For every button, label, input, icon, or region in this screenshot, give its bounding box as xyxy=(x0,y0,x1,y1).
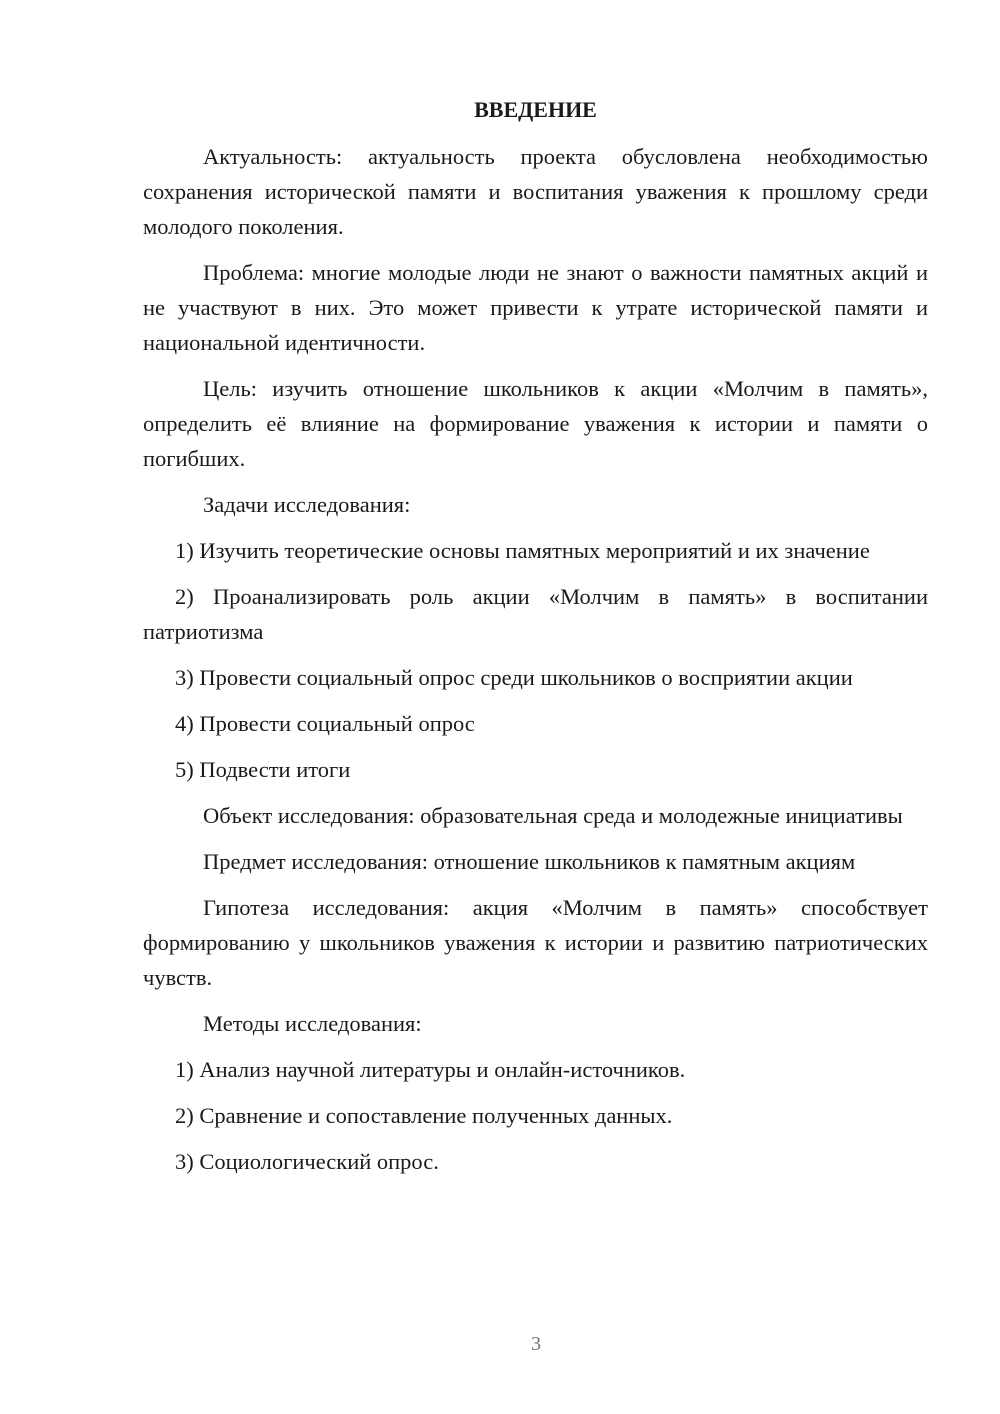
problem-paragraph: Проблема: многие молодые люди не знают о важности памятных акций и не участвуют в них. Это может привести к утрате исторической памяти и национальной идентичности. xyxy=(143,260,928,355)
hypothesis-paragraph: Гипотеза исследования: акция «Молчим в память» способствует формированию у школьников уважения к истории и развитию патриотических чувств. xyxy=(143,895,928,990)
subject-paragraph: Предмет исследования: отношение школьников к памятным акциям xyxy=(203,849,856,874)
object-paragraph: Объект исследования: образовательная среда и молодежные инициативы xyxy=(203,803,903,828)
task-item: 5) Подвести итоги xyxy=(175,757,351,782)
goal-paragraph: Цель: изучить отношение школьников к акции «Молчим в память», определить её влияние на формирование уважения к истории и памяти о погибших. xyxy=(143,376,928,471)
page-number: 3 xyxy=(531,1333,541,1355)
method-item: 3) Социологический опрос. xyxy=(175,1149,439,1174)
task-item: 2) Проанализировать роль акции «Молчим в память» в воспитании патриотизма xyxy=(143,584,928,644)
task-item: 3) Провести социальный опрос среди школьников о восприятии акции xyxy=(175,665,853,690)
relevance-paragraph: Актуальность: актуальность проекта обусловлена необходимостью сохранения исторической памяти и воспитания уважения к прошлому среди молодого поколения. xyxy=(143,144,928,239)
task-item: 1) Изучить теоретические основы памятных мероприятий и их значение xyxy=(175,538,870,563)
task-item: 4) Провести социальный опрос xyxy=(175,711,475,736)
method-item: 1) Анализ научной литературы и онлайн-источников. xyxy=(175,1057,686,1082)
method-item: 2) Сравнение и сопоставление полученных данных. xyxy=(175,1103,673,1128)
methods-heading: Методы исследования: xyxy=(203,1011,422,1036)
document-page xyxy=(143,95,928,1190)
tasks-heading: Задачи исследования: xyxy=(203,492,411,517)
page-title: ВВЕДЕНИЕ xyxy=(474,97,597,122)
